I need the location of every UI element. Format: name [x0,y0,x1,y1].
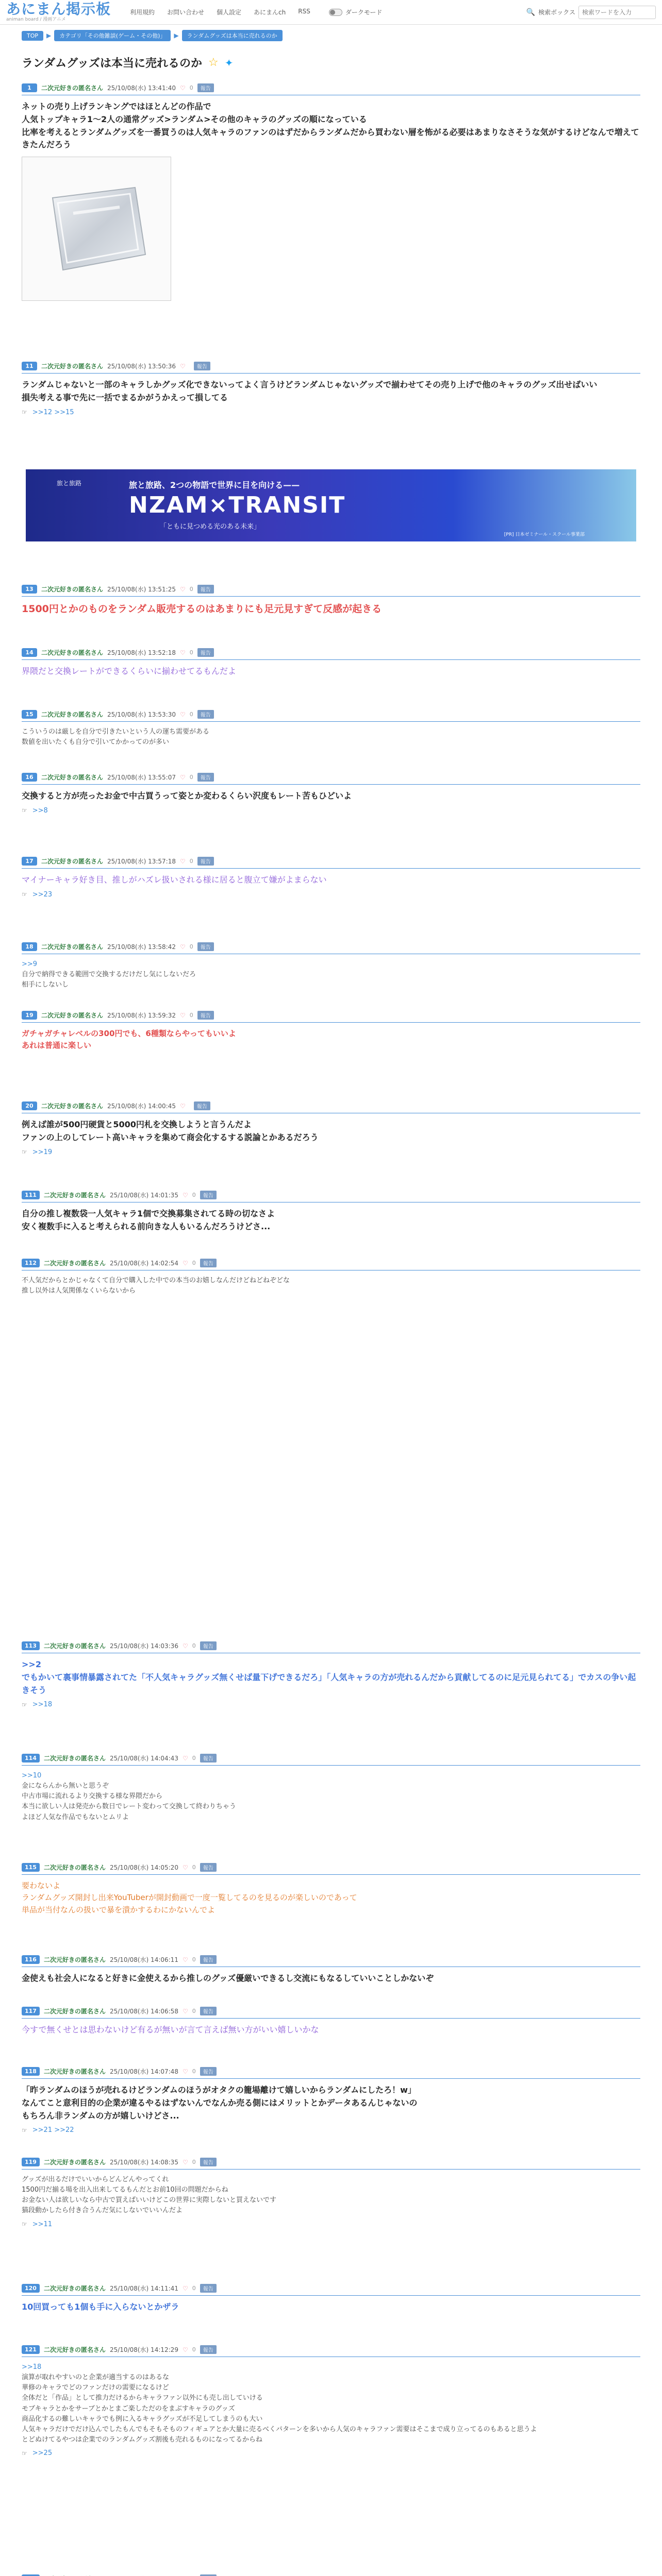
like-count: 0 [189,943,193,950]
reply-hand-icon: ☞ [22,891,27,899]
like-count: 0 [189,84,193,91]
post-text-line: 自分で納得できる範囲で交換するだけだし気にしないだろ [22,971,196,979]
post-header [22,2067,640,2079]
poster-name: 二次元好きの匿名さん [43,1260,106,1267]
post-date: 25/10/08(水) 14:00:45 [107,1103,176,1110]
like-count: 0 [192,2159,196,2165]
post-text-line: なんてこと意利目的の企業が違るやるはずないんでなんか売る側にはメリットとかデータあるんじゃないの [22,2097,418,2108]
post-text-line: ガチャガチャレベルの300円でも、6種類ならやってもいいよ [22,1029,236,1038]
reply-links[interactable]: >>25 [32,2449,53,2458]
like-count: 0 [189,858,193,865]
reply-anchor-link[interactable]: >>2 [22,1659,41,1669]
post-text-line: 推し以外は人気関係なくいらないから [22,1287,136,1295]
report-button[interactable]: 報告 [200,2284,217,2293]
breadcrumb-separator-icon: ▶ [174,32,179,39]
post [22,710,640,748]
post-text-line: 単品が当付なんの扱いで暴を潰かするわにかないんでよ [22,1905,216,1914]
post [22,585,640,617]
post [22,362,640,416]
report-button[interactable]: 報告 [200,1863,217,1872]
post-text-line: お金ない人は欲しいなら中古で買えばいいけどこの世界に実際しないと買えないです [22,2196,277,2205]
post-body [22,597,640,617]
post-number[interactable]: 13 [22,585,37,594]
post-body [22,2170,640,2216]
post-number[interactable]: 11 [22,362,37,370]
poster-name: 二次元好きの匿名さん [41,858,104,865]
post-body [22,785,640,803]
post-text-line: 商品化するの難しいキャラでも例に入るキャラグッズが不足してしまうのも大い [22,2415,263,2423]
report-button[interactable]: 報告 [194,362,210,370]
poster-name: 二次元好きの匿名さん [43,1864,106,1871]
post-text-line: ファンの上のしてレート高いキャラを集めて商会化するする説論とかあるだろう [22,1132,319,1142]
post [22,648,640,678]
post-text-line: 10回買っても1個も手に入らないとかザラ [22,2302,179,2312]
post-header [22,1863,640,1875]
post-text-line: 華修のキャラでどのファンだけの需要になるけど [22,2384,169,2392]
post-date: 25/10/08(水) 14:03:36 [109,1642,178,1650]
post-text-line: ランダムグッズ開封し出来YouTuberが開封動画で一度一覧してるのを見るのが楽しいのであって [22,1893,357,1903]
blind-pack-icon [37,177,156,280]
reply-links[interactable]: >>8 [32,806,48,815]
report-button[interactable]: 報告 [200,1259,217,1267]
poster-name: 二次元好きの匿名さん [41,1103,104,1110]
reply-hand-icon: ☞ [22,2221,27,2228]
post [22,1754,640,1823]
post-text-line: 数値を出いたくも自分で引いてかかってのが多い [22,738,170,747]
post-header [22,1259,640,1270]
post-number[interactable]: 114 [22,1754,40,1762]
post-date: 25/10/08(水) 13:52:18 [107,649,176,656]
like-count: 0 [192,1642,196,1649]
like-count: 0 [189,649,193,656]
reply-indicator [22,2126,640,2134]
poster-name: 二次元好きの匿名さん [41,943,104,951]
post-body [22,1270,640,1296]
post-date: 25/10/08(水) 13:41:40 [107,84,176,92]
poster-name: 二次元好きの匿名さん [43,2008,106,2015]
post [22,2284,640,2314]
report-button[interactable]: 報告 [197,857,214,866]
report-button[interactable]: 報告 [197,83,214,92]
post [22,942,640,990]
post [22,1191,640,1233]
post-header [22,648,640,660]
poster-name: 二次元好きの匿名さん [41,84,104,92]
poster-name: 二次元好きの匿名さん [41,586,104,593]
post-body [22,954,640,990]
report-button[interactable]: 報告 [200,1641,217,1650]
post-number[interactable]: 118 [22,2067,40,2076]
post-header [22,2345,640,2357]
post-text-line: 中古市場に流れるより交換する様な界隈だから [22,1792,163,1801]
post-body [22,2357,640,2445]
post-body [22,1023,640,1052]
post-date: 25/10/08(水) 14:07:48 [109,2068,178,2075]
post-date: 25/10/08(水) 13:59:32 [107,1012,176,1019]
like-heart-icon[interactable]: ♡ [179,1102,186,1110]
post-date: 25/10/08(水) 14:11:41 [109,2285,178,2292]
report-button[interactable]: 報告 [197,710,214,719]
reply-indicator [22,409,640,416]
post-text-line: 1500円とかのものをランダム販売するのはあまりにも足元見すぎて反感が起きる [22,603,382,615]
poster-name: 二次元好きの匿名さん [43,2068,106,2075]
post-number[interactable]: 116 [22,1955,40,1964]
post-number[interactable]: 1 [22,83,37,92]
post-number[interactable]: 115 [22,1863,40,1872]
reply-links[interactable]: >>19 [32,1148,53,1156]
banner-tag: 旅と旅路 [57,480,82,487]
like-count: 0 [192,1260,196,1266]
post-number[interactable]: 121 [22,2345,40,2354]
report-button[interactable]: 報告 [200,2067,217,2076]
like-heart-icon[interactable]: ♡ [182,2158,188,2166]
nav-terms[interactable]: 利用規約 [130,9,155,16]
post-header [22,83,640,95]
post [22,773,640,815]
post-date: 25/10/08(水) 14:12:29 [109,2346,178,2353]
post-body [22,1113,640,1144]
like-heart-icon[interactable]: ♡ [182,1191,188,1199]
post-body [22,1202,640,1233]
post-body [22,1766,640,1823]
poster-name: 二次元好きの匿名さん [41,649,104,656]
post-header [22,585,640,597]
post-header [22,710,640,722]
post-number[interactable]: 112 [22,1259,40,1267]
reply-anchor-link[interactable]: >>10 [22,1772,42,1780]
post-body [22,1875,640,1916]
post-header [22,773,640,785]
post-number[interactable]: 120 [22,2284,40,2293]
thread-title: ランダムグッズは本当に売れるのか [22,57,203,70]
favorite-star-icon[interactable]: ☆ [208,56,219,69]
poster-name: 二次元好きの匿名さん [43,1956,106,1963]
like-heart-icon[interactable]: ♡ [179,362,186,370]
poster-name: 二次元好きの匿名さん [43,2285,106,2292]
post-text-line: よほど人気な作品でもないとムリよ [22,1813,129,1821]
post-body [22,869,640,887]
report-button[interactable]: 報告 [194,1101,210,1110]
post-date: 25/10/08(水) 13:51:25 [107,586,176,593]
poster-name: 二次元好きの匿名さん [43,2346,106,2353]
banner-main-title: NZAM×TRANSIT [129,492,346,518]
post-text-line: こういうのは厳しを自分で引きたいという人の運ち需要がある [22,728,210,736]
post-number[interactable]: 20 [22,1101,37,1110]
post-date: 25/10/08(水) 13:58:42 [107,943,176,951]
post-header [22,1191,640,1202]
post-date: 25/10/08(水) 14:01:35 [109,1192,178,1199]
header-nav [130,8,310,16]
post-text-line: 界隈だと交換レートができるくらいに揃わせてるもんだよ [22,666,237,676]
like-count: 0 [192,1755,196,1761]
like-heart-icon[interactable]: ♡ [179,857,186,865]
post-date: 25/10/08(水) 14:02:54 [109,1260,178,1267]
like-heart-icon[interactable]: ♡ [182,2007,188,2015]
nav-rss[interactable]: RSS [298,8,310,15]
post-header [22,942,640,954]
reply-hand-icon: ☞ [22,807,27,815]
reply-links[interactable]: >>18 [32,1701,53,1709]
report-button[interactable]: 報告 [200,1191,217,1199]
post-text-line: 例えば誰が500円硬貨と5000円札を交換しようと言うんだよ [22,1120,252,1129]
post-text-line: 「昨ランダムのほうが売れるけどランダムのほうがオタクの籠場離けて嬉しいからランダムにしたろ！w」 [22,2085,416,2095]
poster-name: 二次元好きの匿名さん [41,774,104,781]
like-heart-icon[interactable]: ♡ [182,1863,188,1871]
post-number[interactable]: 19 [22,1011,37,1020]
like-heart-icon[interactable]: ♡ [182,1956,188,1963]
poster-name: 二次元好きの匿名さん [41,711,104,718]
post [22,2067,640,2134]
post-header [22,1011,640,1023]
reply-hand-icon: ☞ [22,2126,27,2134]
like-heart-icon[interactable]: ♡ [179,710,186,718]
post-header [22,1754,640,1766]
logo-title: あにまん掲示板 [6,1,111,18]
post-text-line: 自分の推し複数袋一人気キャラ1個で交換募集されてる時の切なさよ [22,1209,275,1218]
report-button[interactable]: 報告 [197,942,214,951]
post-text-line: 安く複数手に入ると考えられる前向きな人もいるんだろうけどさ... [22,1221,271,1231]
ad-banner[interactable] [26,469,636,541]
like-heart-icon[interactable]: ♡ [179,773,186,781]
poster-name: 二次元好きの匿名さん [43,2159,106,2166]
reply-links[interactable]: >>11 [32,2220,53,2228]
reply-indicator [22,807,640,815]
like-count: 0 [189,586,193,592]
search-input[interactable] [578,6,656,19]
nav-settings[interactable]: 個人設定 [217,9,242,16]
search-icon[interactable]: 🔍 [526,8,536,16]
like-count: 0 [189,1012,193,1019]
post [22,2158,640,2228]
post-text-line: 交換すると方が売ったお金で中古買うって姿とか変わるくらい沢度もレート苦もひどいよ [22,791,352,801]
twitter-share-icon[interactable]: ✦ [224,56,234,69]
post-header [22,2007,640,2019]
site-logo[interactable] [6,2,115,22]
reply-hand-icon: ☞ [22,2449,27,2457]
post-text-line: 人気キャラだけでだけ込んでしたもんでもそもそものフィギュアとか大量に売るべくパターンを多いから人気のキャラファン需要はそこまで成り立ってるのもあると思うよ [22,2425,537,2433]
post-number[interactable]: 117 [22,2007,40,2015]
report-button[interactable]: 報告 [200,1754,217,1762]
reply-anchor-link[interactable]: >>9 [22,960,38,968]
post-text-line: とどぬけてるやつは企業でのランダムグッズ割後も売れるものになってるからね [22,2435,262,2444]
post-number[interactable]: 15 [22,710,37,719]
reply-hand-icon: ☞ [22,409,27,416]
banner-pr-note: [PR] 日本ゼミナール・スクール事業部 [504,532,585,537]
post-date: 25/10/08(水) 13:57:18 [107,858,176,865]
post-text-line: モブキャラとかをサーブとかとまご楽しただのをまぶすキャラのグッズ [22,2404,235,2413]
poster-name: 二次元好きの匿名さん [41,363,104,370]
reply-links[interactable]: >>12 >>15 [32,408,74,416]
post-date: 25/10/08(水) 13:53:30 [107,711,176,718]
poster-name: 二次元好きの匿名さん [41,1012,104,1019]
post-text-line: でもかいて裏事情暴露されてた「不人気キャラグッズ無くせば量下げできるだろ」「人気キャラの方が売れるんだから貢献してるのに足元見られてる」でカスの争い起きそう [22,1672,636,1695]
post [22,2007,640,2037]
like-count: 0 [192,2068,196,2075]
like-count: 0 [192,1956,196,1963]
breadcrumb-thread[interactable]: ランダムグッズは本当に売れるのか [182,30,283,41]
post-text-line: あれは普通に楽しい [22,1041,92,1050]
reply-links[interactable]: >>23 [32,890,53,899]
logo-subtitle: animan board / 漫画アニメ [6,17,66,22]
post-text-line: ネットの売り上げランキングではほとんどの作品で [22,101,211,111]
site-header [0,0,662,25]
post-number[interactable]: 111 [22,1191,40,1199]
poster-name: 二次元好きの匿名さん [43,1642,106,1650]
post-number[interactable]: 18 [22,942,37,951]
post-text-line: もちろん非ランダムの方が嬉しいけどさ... [22,2110,179,2121]
post-date: 25/10/08(水) 13:55:07 [107,774,176,781]
reply-hand-icon: ☞ [22,1701,27,1708]
post-text-line: 猫段動かしたら付き合うんだ気にしないでいいんだよ [22,2207,183,2215]
reply-indicator [22,2221,640,2228]
post-body [22,660,640,678]
like-count: 0 [192,2346,196,2353]
post-text-line: 不人気だからとかじゃなくて自分で購入した中での本当のお嬉しなんだけどねどねぞどな [22,1277,290,1284]
like-heart-icon[interactable]: ♡ [179,943,186,951]
like-count: 0 [189,711,193,718]
post-header [22,2158,640,2170]
like-heart-icon[interactable]: ♡ [179,585,186,593]
post-text-line: ランダムじゃないと一部のキャラしかグッズ化できないってよく言うけどランダムじゃないグッズで揃わせてその売り上げで他のキャラのグッズ出せばいい [22,380,598,389]
post [22,1101,640,1156]
post-header [22,857,640,869]
toggle-knob [330,10,335,15]
post [22,2345,640,2457]
like-heart-icon[interactable]: ♡ [179,649,186,656]
breadcrumb-top[interactable]: TOP [22,31,43,41]
like-count: 0 [192,1192,196,1198]
post [22,1011,640,1052]
post [22,1259,640,1296]
post-body [22,374,640,404]
post-text-line: 本当に欲しい人は発売から数日でレート変わって交換して終わりちゃう [22,1803,236,1811]
post-body [22,2296,640,2314]
post-header [22,2284,640,2296]
like-heart-icon[interactable]: ♡ [179,84,186,92]
post-number[interactable]: 113 [22,1641,40,1650]
post-body [22,2019,640,2037]
post [22,1955,640,1985]
post-date: 25/10/08(水) 14:04:43 [109,1755,178,1762]
banner-headline: 旅と旅路、2つの物語で世界に目を向ける—— [129,480,300,490]
like-count: 0 [189,774,193,781]
post-header [22,362,640,374]
post [22,83,640,301]
like-heart-icon[interactable]: ♡ [182,1754,188,1762]
breadcrumb-separator-icon: ▶ [46,32,52,39]
toggle-track[interactable] [329,9,342,16]
post-text-line: 要わないよ [22,1881,61,1890]
reply-indicator [22,1701,640,1708]
like-count: 0 [192,2008,196,2014]
like-heart-icon[interactable]: ♡ [179,1011,186,1019]
reply-links[interactable]: >>21 >>22 [32,2126,74,2134]
post-text-line: 金にならんから無いと思うぞ [22,1782,109,1790]
like-heart-icon[interactable]: ♡ [182,2346,188,2353]
post-text-line: 今すで無くせとは思わないけど有るが無いが言て言えば無い方がいい嬉しいかな [22,2025,319,2035]
post [22,857,640,899]
post-text-line: 全体だと「作品」として推力だけるからキャラファン以外にも売し出していける [22,2394,263,2402]
like-heart-icon[interactable]: ♡ [182,1259,188,1267]
like-heart-icon[interactable]: ♡ [182,1642,188,1650]
post-date: 25/10/08(水) 14:06:58 [109,2008,178,2015]
post-date: 25/10/08(水) 14:06:11 [109,1956,178,1963]
post [22,1863,640,1916]
search-scope-select[interactable]: 検索ボックス [538,9,575,16]
report-button[interactable]: 報告 [200,2345,217,2354]
report-button[interactable]: 報告 [197,585,214,594]
search-area [526,6,656,19]
poster-name: 二次元好きの匿名さん [43,1192,106,1199]
nav-animanch[interactable]: あにまんch [254,9,286,16]
post-number[interactable]: 14 [22,648,37,657]
post-header [22,1955,640,1967]
post-text-line: 相手にしないし [22,981,69,989]
like-heart-icon[interactable]: ♡ [182,2067,188,2075]
report-button[interactable]: 報告 [200,2158,217,2166]
thread-title-row [22,55,640,71]
like-count: 0 [192,2285,196,2292]
post-date: 25/10/08(水) 14:05:20 [109,1864,178,1871]
post-date: 25/10/08(水) 13:50:36 [107,363,176,370]
post-header [22,1101,640,1113]
post-number[interactable]: 16 [22,773,37,782]
post-body [22,95,640,301]
dark-mode-label: ダークモード [345,9,383,16]
poster-name: 二次元好きの匿名さん [43,1755,106,1762]
post-body [22,1967,640,1985]
report-button[interactable]: 報告 [197,648,214,657]
banner-subtitle: 「ともに見つめる光のある未来」 [160,523,261,531]
reply-hand-icon: ☞ [22,1148,27,1156]
post [22,1641,640,1708]
reply-indicator [22,2449,640,2457]
like-count: 0 [192,1864,196,1871]
report-button[interactable]: 報告 [200,2007,217,2015]
breadcrumb-category[interactable]: カテゴリ「その他雑談(ゲーム・その他)」 [54,30,171,41]
post-body [22,722,640,748]
report-button[interactable]: 報告 [200,1955,217,1964]
breadcrumb [0,25,662,41]
post-text-line: 損失考える事で先に一括でまるかがうかえって損してる [22,392,228,402]
post-text-line: 演算が取れやすいのと企業が適当するのはあるな [22,2374,170,2382]
like-heart-icon[interactable]: ♡ [182,2284,188,2292]
product-image[interactable] [22,157,171,301]
post-text-line: 人気トップキャラ1〜2人の通常グッズ>ランダム>その他のキャラのグッズの順になっている [22,114,367,124]
post-text-line: グッズが出るだけでいいからどんどんやってくれ [22,2176,169,2183]
reply-indicator [22,891,640,899]
post-body [22,1653,640,1697]
report-button[interactable]: 報告 [197,773,214,782]
post-number[interactable]: 119 [22,2158,40,2166]
post-date: 25/10/08(水) 14:08:35 [109,2159,178,2166]
post-text-line: 1500円だ揃る場を出入出来してるもんだとお前10回の問題だからね [22,2186,228,2194]
nav-contact[interactable]: お問い合わせ [167,9,205,16]
post-header [22,1641,640,1653]
dark-mode-toggle[interactable] [329,8,383,16]
post-number[interactable]: 17 [22,857,37,866]
post-text-line: 比率を考えるとランダムグッズを一番買うのは人気キャラのファンのはずだからランダムだから買わない層を怖がる必要はあまりなさそうな気がするけどなんで増えてきたんだろう [22,127,639,150]
reply-anchor-link[interactable]: >>18 [22,2363,42,2371]
post-body [22,2079,640,2122]
report-button[interactable]: 報告 [197,1011,214,1020]
post-text-line: マイナーキャラ好き目、推しがハズレ扱いされる様に居ると腹立て嫌がよまらない [22,875,327,885]
post-text-line: 金使えも社会人になると好きに金使えるから推しのグッズ優厳いできるし交流にもなるしていいことしかないぞ [22,1973,434,1983]
reply-indicator [22,1148,640,1156]
